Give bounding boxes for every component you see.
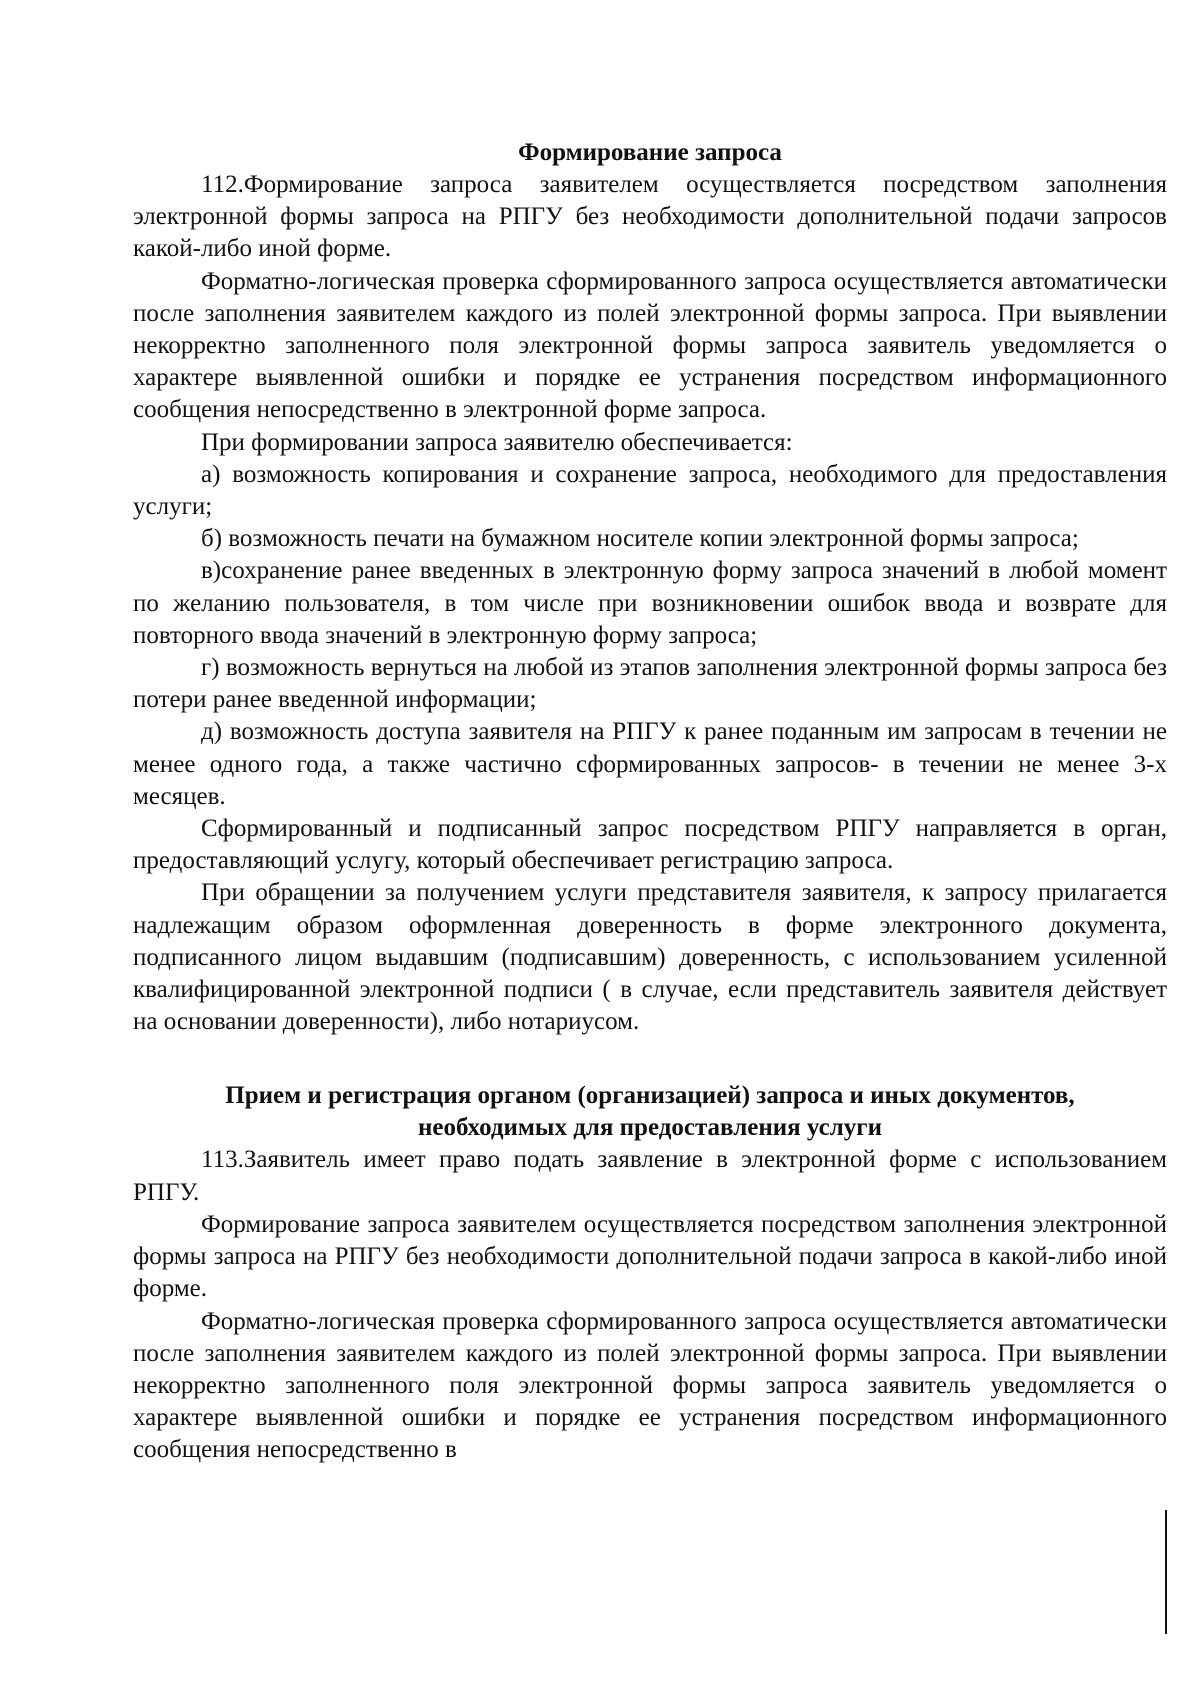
paragraph-signed-request: Сформированный и подписанный запрос посредством РПГУ направляется в орган, предоставляющий услугу, который обеспечивает регистрацию запроса. — [133, 815, 1167, 875]
list-item-b: б) возможность печати на бумажном носителе копии электронной формы запроса; — [201, 525, 1079, 553]
paragraph-representative: При обращении за получением услуги представителя заявителя, к запросу прилагается надлежащим образом оформленная доверенность в форме электронного документа, подписанного лицом выдавшим (подписавшим) доверенность, с использованием усиленной квалифицированной электронной подписи ( в случае, если представитель заявителя действует на основании доверенности), либо нотариусом. — [133, 879, 1167, 1036]
paragraph-112: 112.Формирование запроса заявителем осуществляется посредством заполнения электронной формы запроса на РПГУ без необходимости дополнительной подачи запросов какой-либо иной форме. — [133, 171, 1167, 263]
paragraph-request-formation-2: Формирование запроса заявителем осуществляется посредством заполнения электронной формы запроса на РПГУ без необходимости дополнительной подачи запроса в какой-либо иной форме. — [133, 1210, 1167, 1303]
scan-margin-line — [1165, 1510, 1167, 1634]
paragraph-format-check-2: Форматно-логическая проверка сформированного запроса осуществляется автоматически после заполнения заявителем каждого из полей электронной формы запроса. При выявлении некорректно заполненного поля электронной формы запроса заявитель уведомляется о характере выявленной ошибки и порядке ее устранения посредством информационного сообщения непосредственно в — [133, 1307, 1167, 1464]
list-item-a: а) возможность копирования и сохранение запроса, необходимого для предоставления услуги; — [133, 460, 1167, 521]
list-item-g: г) возможность вернуться на любой из этапов заполнения электронной формы запроса без потери ранее введенной информации; — [133, 654, 1167, 714]
paragraph-provision-intro: При формировании запроса заявителю обеспечивается: — [201, 428, 793, 456]
list-item-d: д) возможность доступа заявителя на РПГУ к ранее поданным им запросам в течении не менее одного года, а также частично сформированных запросов- в течении не менее 3-х месяцев. — [133, 718, 1167, 810]
section-title-request-formation: Формирование запроса — [518, 139, 782, 166]
paragraph-113: 113.Заявитель имеет право подать заявление в электронной форме с использованием РПГУ. — [133, 1146, 1167, 1206]
section-title-line-1: Прием и регистрация органом (организацией) запроса и иных документов, — [225, 1082, 1075, 1110]
paragraph-format-check: Форматно-логическая проверка сформированного запроса осуществляется автоматически после заполнения заявителем каждого из полей электронной формы запроса. При выявлении некорректно заполненного поля электронной формы запроса заявитель уведомляется о характере выявленной ошибки и порядке ее устранения посредством информационного сообщения непосредственно в электронной форме запроса. — [133, 267, 1167, 424]
document-page — [133, 137, 1167, 1467]
section-title-line-2: необходимых для предоставления услуги — [417, 1114, 883, 1142]
list-item-v: в)сохранение ранее введенных в электронную форму запроса значений в любой момент по желанию пользователя, в том числе при возникновении ошибок ввода и возврате для повторного ввода значений в электронную форму запроса; — [133, 557, 1167, 649]
section-title-reception-registration — [133, 1080, 1167, 1144]
